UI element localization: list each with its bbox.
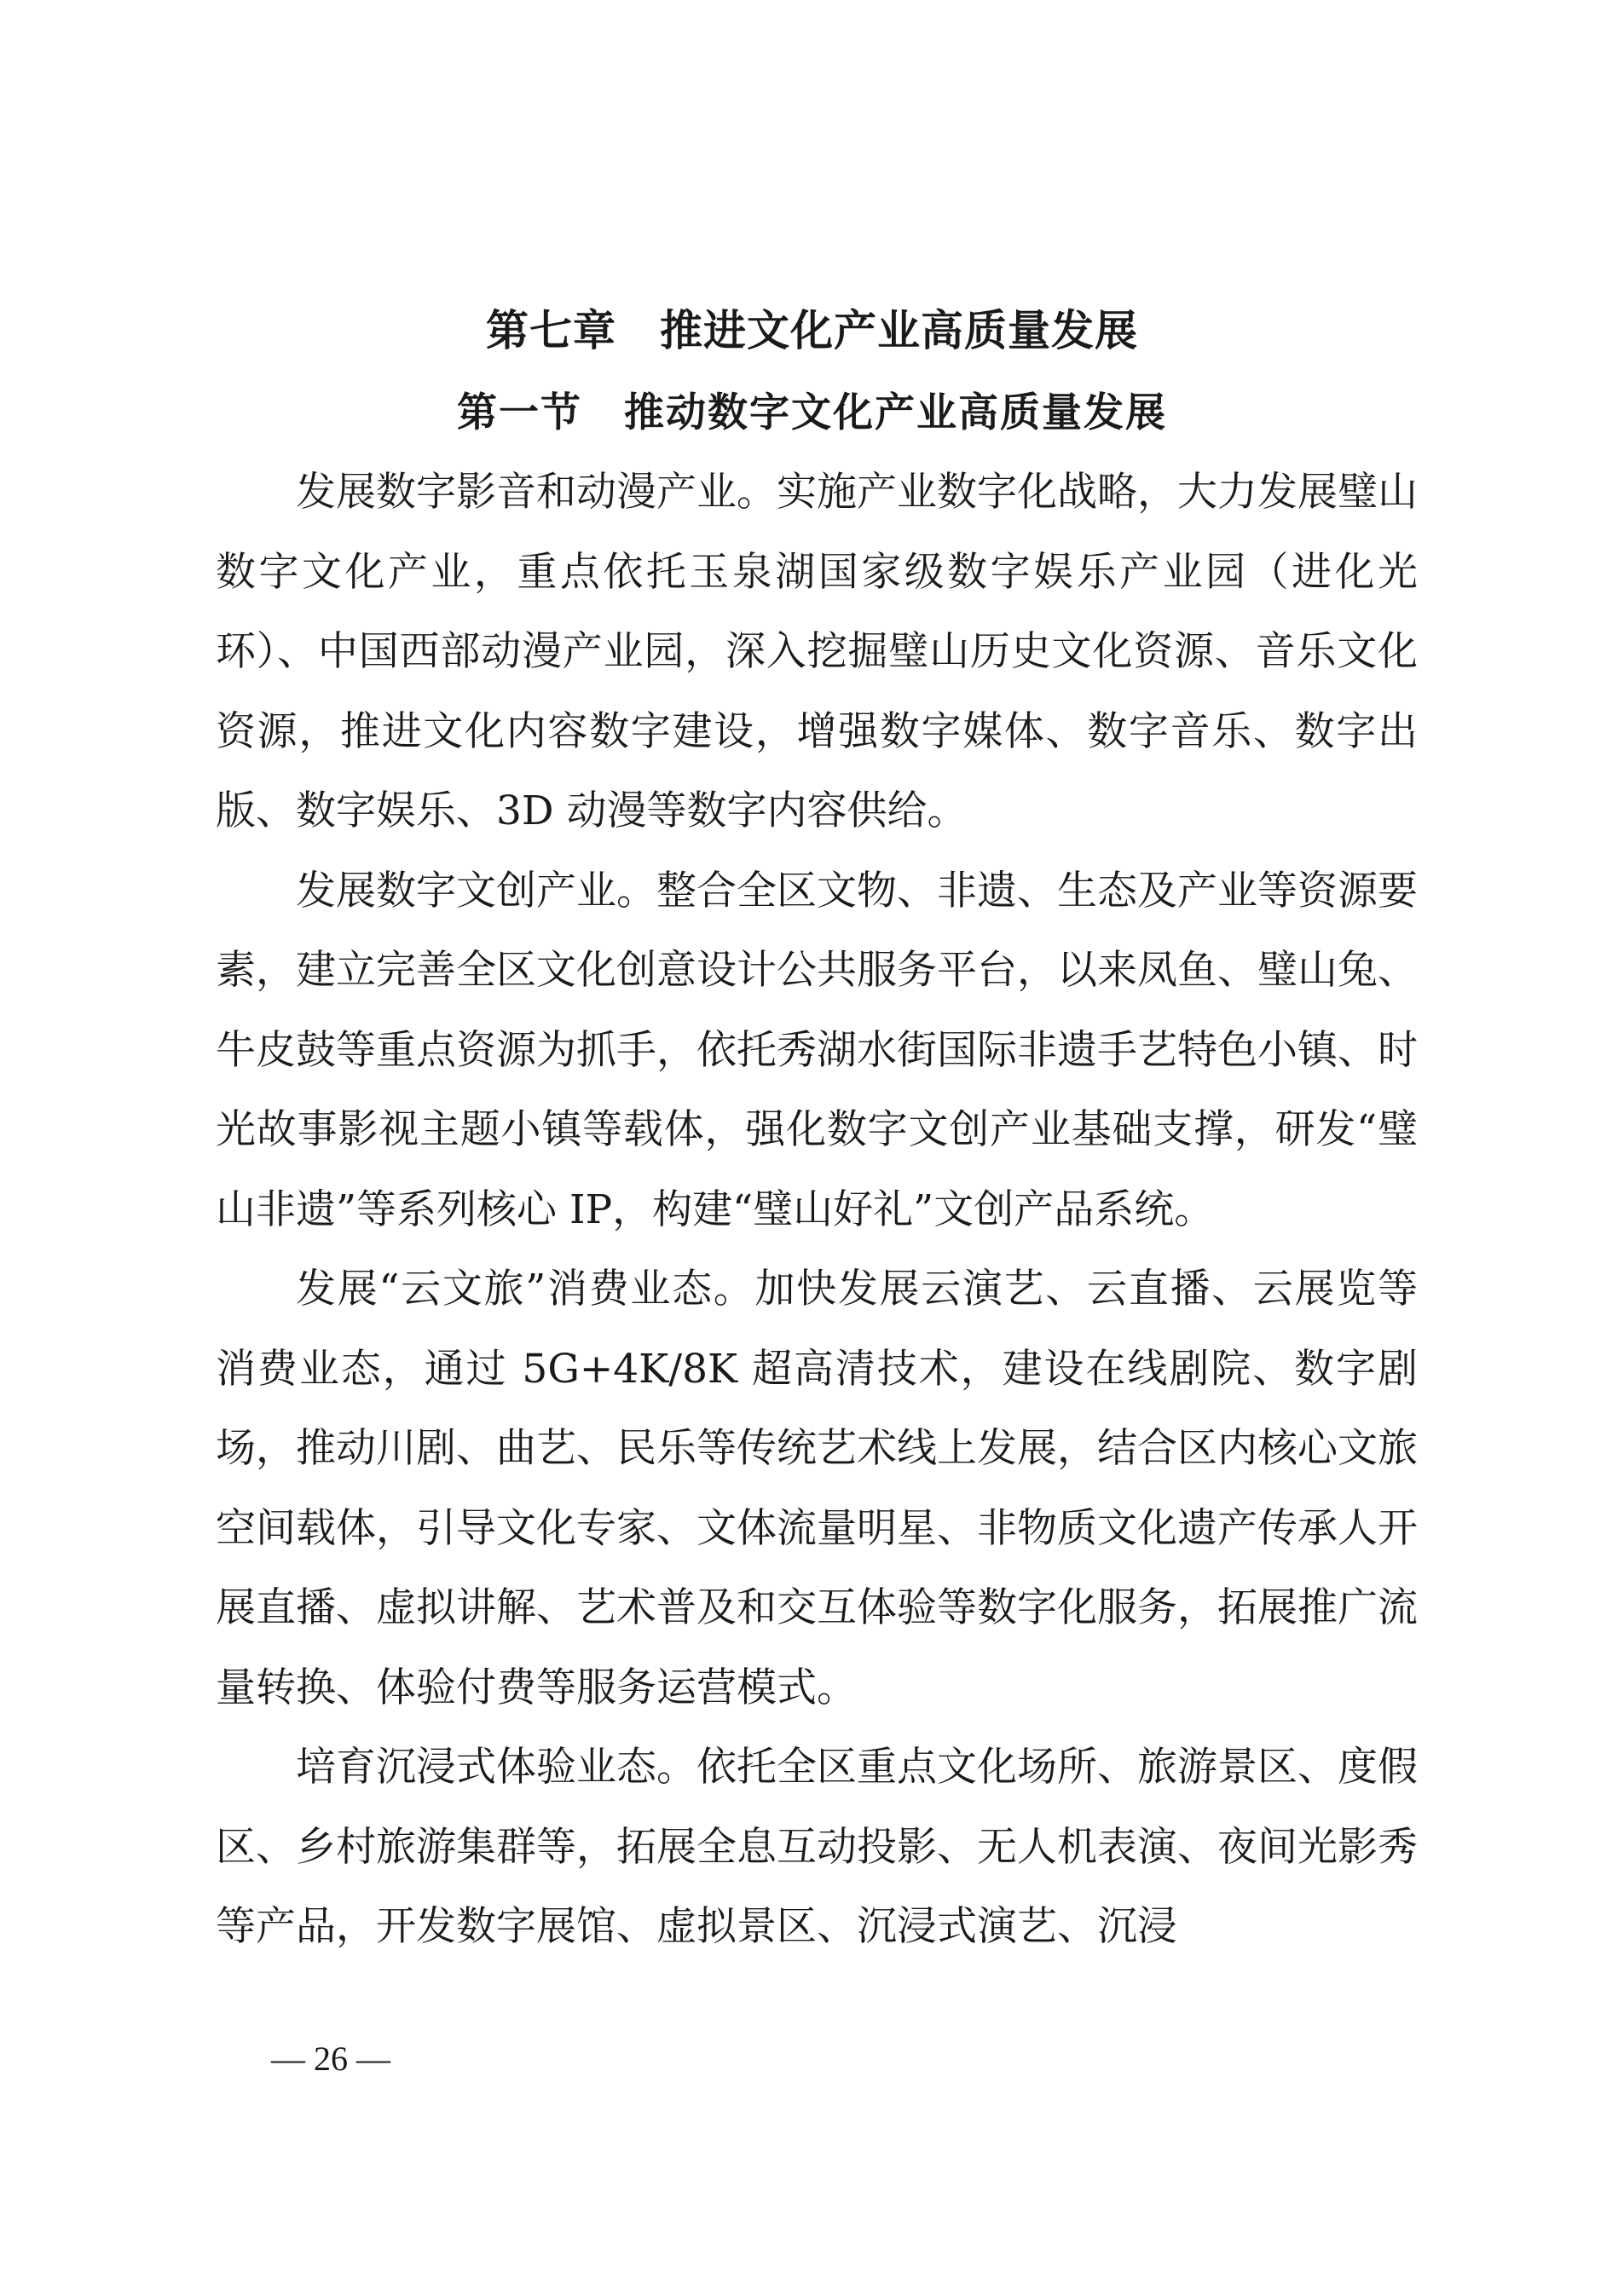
paragraph-digital-media-animation: 发展数字影音和动漫产业。实施产业数字化战略，大力发展璧山数字文化产业，重点依托玉泉湖国家级数字娱乐产业园（进化光环）、中国西部动漫产业园，深入挖掘璧山历史文化资源、音乐文化资源，推进文化内容数字建设，增强数字媒体、数字音乐、数字出版、数字娱乐、3D 动漫等数字内容供给。 — [216, 469, 1418, 834]
section-title: 第一节 推动数字文化产业高质量发展 — [457, 389, 1167, 436]
chapter-title: 第七章 推进文化产业高质量发展 — [486, 306, 1138, 355]
paragraph-cloud-tourism: 发展“云文旅”消费业态。加快发展云演艺、云直播、云展览等消费业态，通过 5G+4K/8K 超高清技术，建设在线剧院、数字剧场，推动川剧、曲艺、民乐等传统艺术线上发展，结合区内核心文旅空间载体，引导文化专家、文体流量明星、非物质文化遗产传承人开展直播、虚拟讲解、艺术普及和交互体验等数字化服务，拓展推广流量转换、体验付费等服务运营模式。 — [216, 1266, 1418, 1711]
page-number: — 26 — — [271, 2039, 390, 2078]
paragraph-immersive-experience: 培育沉浸式体验业态。依托全区重点文化场所、旅游景区、度假区、乡村旅游集群等，拓展全息互动投影、无人机表演、夜间光影秀等产品，开发数字展馆、虚拟景区、沉浸式演艺、沉浸 — [216, 1744, 1418, 1950]
body-text — [216, 453, 1418, 1967]
paragraph-digital-creative-industry: 发展数字文创产业。整合全区文物、非遗、生态及产业等资源要素，建立完善全区文化创意设计公共服务平台，以来凤鱼、璧山兔、牛皮鼓等重点资源为抓手，依托秀湖水街国际非遗手艺特色小镇、时光故事影视主题小镇等载体，强化数字文创产业基础支撑，研发“璧山非遗”等系列核心 IP，构建“璧山好礼”文创产品系统。 — [216, 867, 1418, 1233]
